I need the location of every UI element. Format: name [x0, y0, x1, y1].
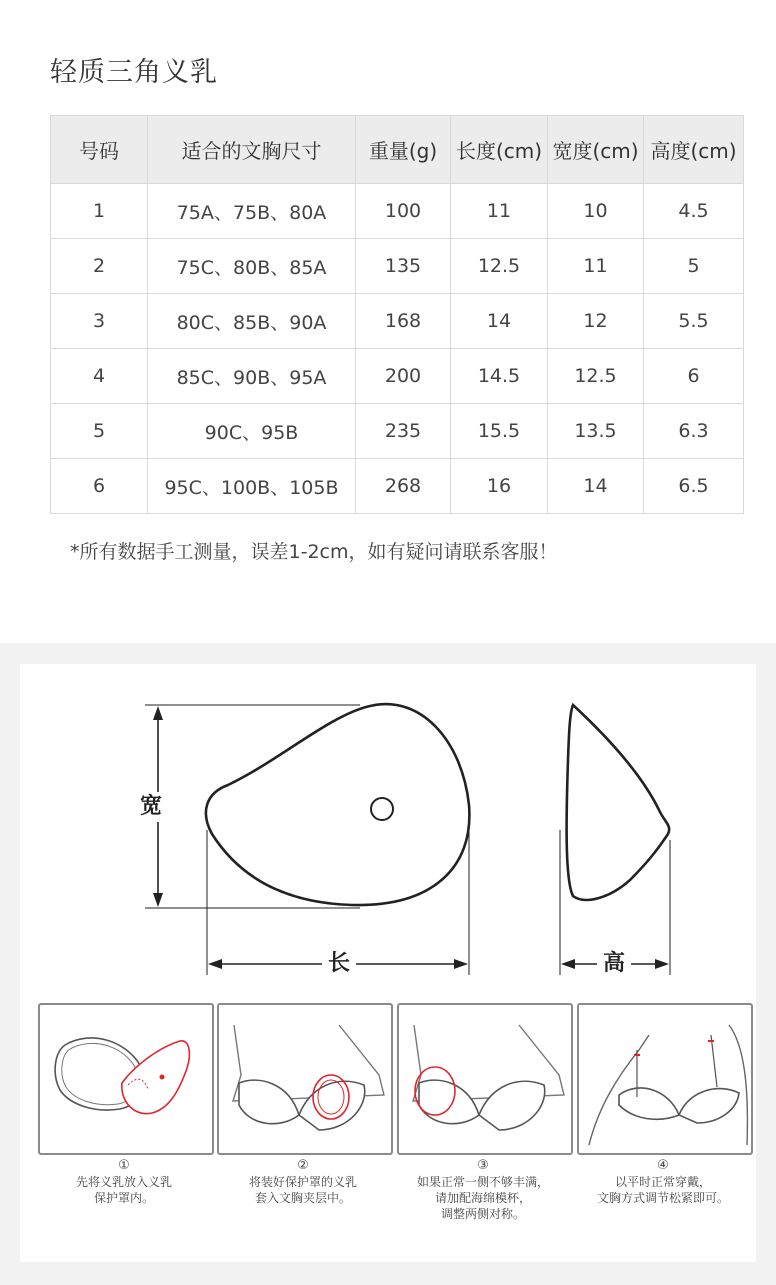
table-cell: 168 [356, 294, 451, 349]
table-cell: 80C、85B、90A [148, 294, 356, 349]
prosthesis-front-outline [206, 704, 469, 905]
table-cell: 14 [548, 459, 644, 514]
table-cell: 12.5 [451, 239, 548, 294]
table-cell: 75A、75B、80A [148, 184, 356, 239]
table-cell: 2 [51, 239, 148, 294]
step-text-line: 调整两侧对称。 [440, 1207, 525, 1221]
step-number: ④ [657, 1158, 669, 1173]
width-label: 宽 [140, 792, 162, 822]
table-cell: 13.5 [548, 404, 644, 459]
table-cell: 10 [548, 184, 644, 239]
step-text-line: 先将义乳放入义乳 [75, 1175, 172, 1189]
table-cell: 11 [451, 184, 548, 239]
table-cell: 14.5 [451, 349, 548, 404]
column-header: 适合的文胸尺寸 [148, 116, 356, 184]
step-2-caption [208, 1158, 398, 1206]
step-number: ③ [477, 1158, 489, 1173]
table-cell: 15.5 [451, 404, 548, 459]
table-cell: 235 [356, 404, 451, 459]
table-cell: 3 [51, 294, 148, 349]
step-text-line: 套入文胸夹层中。 [254, 1191, 351, 1205]
table-cell: 85C、90B、95A [148, 349, 356, 404]
page-title: 轻质三角义乳 [50, 57, 218, 88]
table-cell: 95C、100B、105B [148, 459, 356, 514]
step-text-line: 请加配海绵模杯， [434, 1191, 531, 1205]
table-cell: 268 [356, 459, 451, 514]
step-1-caption [29, 1158, 219, 1206]
column-header: 号码 [51, 116, 148, 184]
prosthesis-side-outline [567, 705, 670, 900]
table-cell: 6 [51, 459, 148, 514]
column-header: 长度(cm) [451, 116, 548, 184]
height-label: 高 [597, 951, 631, 977]
center-marker-icon [371, 798, 393, 820]
table-cell: 6.3 [644, 404, 744, 459]
step-2-illustration [217, 1003, 393, 1155]
table-cell: 6 [644, 349, 744, 404]
table-cell: 14 [451, 294, 548, 349]
table-cell: 5 [644, 239, 744, 294]
table-cell: 4.5 [644, 184, 744, 239]
step-text-line: 将装好保护罩的义乳 [248, 1175, 357, 1189]
table-cell: 100 [356, 184, 451, 239]
step-1-illustration [38, 1003, 214, 1155]
table-cell: 90C、95B [148, 404, 356, 459]
step-text-line: 如果正常一侧不够丰满， [416, 1175, 549, 1189]
table-cell: 5 [51, 404, 148, 459]
step-4-illustration [577, 1003, 753, 1155]
step-text-line: 保护罩内。 [93, 1191, 154, 1205]
table-cell: 75C、80B、85A [148, 239, 356, 294]
table-cell: 4 [51, 349, 148, 404]
column-header: 重量(g) [356, 116, 451, 184]
column-header: 宽度(cm) [548, 116, 644, 184]
length-label: 长 [322, 951, 356, 977]
table-cell: 200 [356, 349, 451, 404]
table-cell: 12 [548, 294, 644, 349]
table-cell: 135 [356, 239, 451, 294]
table-cell: 16 [451, 459, 548, 514]
table-cell: 1 [51, 184, 148, 239]
table-cell: 5.5 [644, 294, 744, 349]
step-number: ① [118, 1158, 130, 1173]
measurement-note: *所有数据手工测量，误差1-2cm，如有疑问请联系客服！ [70, 541, 558, 563]
table-cell: 6.5 [644, 459, 744, 514]
step-4-caption [568, 1158, 758, 1206]
step-text-line: 以平时正常穿戴， [614, 1175, 711, 1189]
table-cell: 12.5 [548, 349, 644, 404]
step-number: ② [297, 1158, 309, 1173]
step-text-line: 文胸方式调节松紧即可。 [596, 1191, 729, 1205]
table-cell: 11 [548, 239, 644, 294]
step-3-illustration [397, 1003, 573, 1155]
column-header: 高度(cm) [644, 116, 744, 184]
step-3-caption [388, 1158, 578, 1222]
